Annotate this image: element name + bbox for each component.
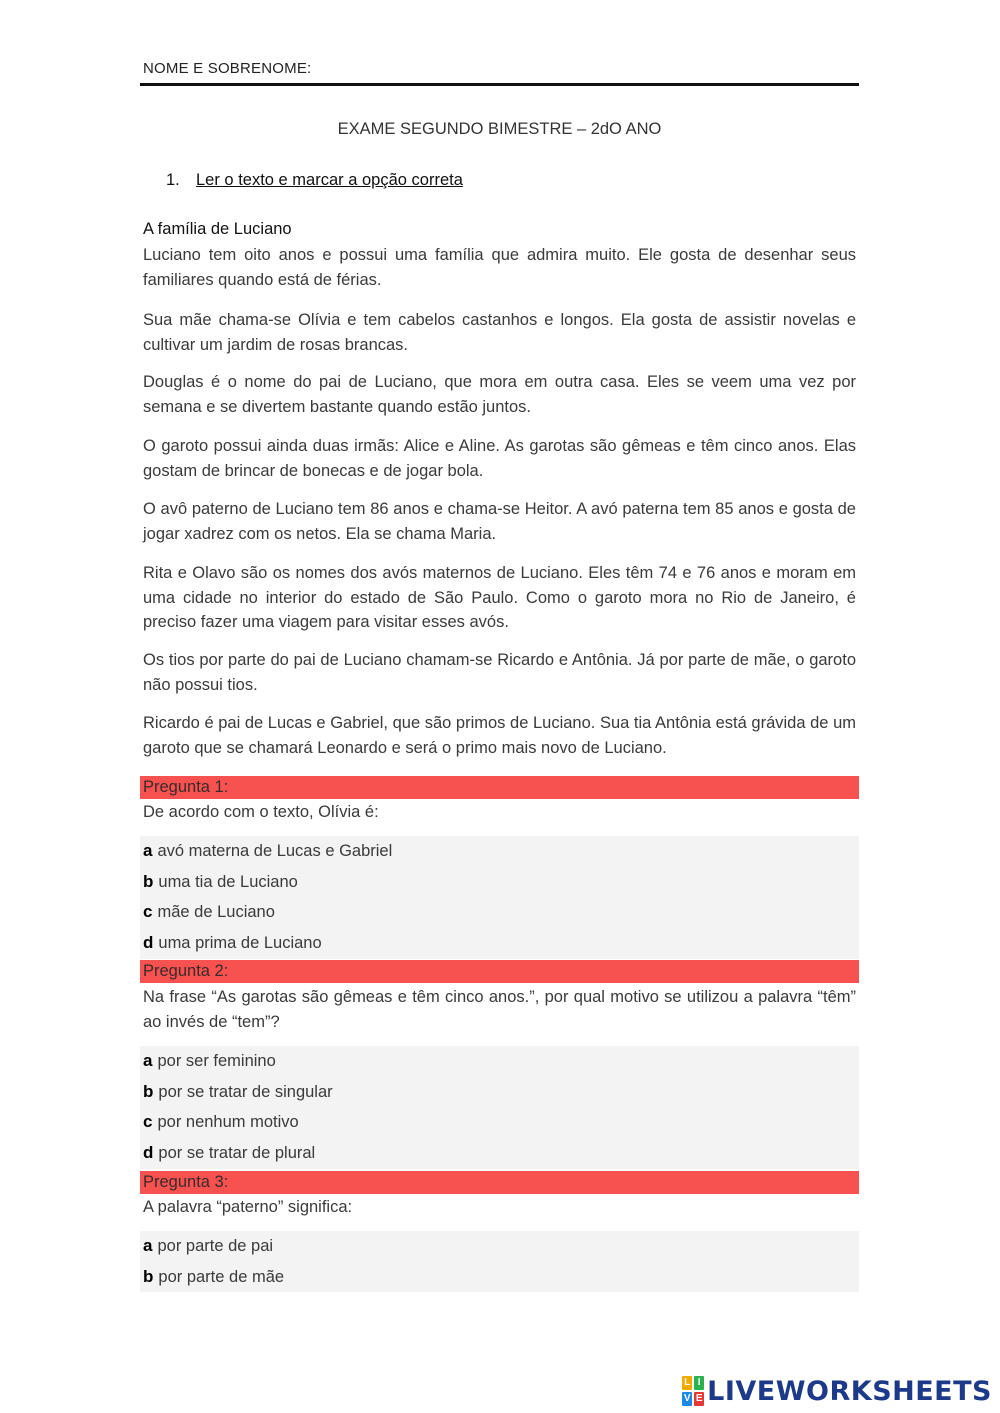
story-paragraph-8: Ricardo é pai de Lucas e Gabriel, que são primos de Luciano. Sua tia Antônia está grávida de um garoto que se chamará Leonardo e será o primo mais novo de Luciano.	[143, 714, 856, 757]
question-3-options	[140, 1231, 859, 1292]
question-1-option-b[interactable]	[140, 867, 859, 898]
exam-title: EXAME SEGUNDO BIMESTRE – 2dO ANO	[337, 120, 662, 138]
question-1-option-a[interactable]	[140, 836, 859, 867]
option-text: uma tia de Luciano	[158, 872, 298, 891]
story-paragraph-1: Luciano tem oito anos e possui uma família que admira muito. Ele gosta de desenhar seus familiares quando está de férias.	[143, 246, 856, 289]
question-2-options	[140, 1046, 859, 1169]
option-letter: a	[143, 841, 153, 860]
question-3-header: Pregunta 3:	[140, 1171, 859, 1194]
story-paragraph-3: Douglas é o nome do pai de Luciano, que mora em outra casa. Eles se veem uma vez por semana e se divertem bastante quando estão juntos.	[143, 373, 856, 416]
option-letter: b	[143, 1081, 154, 1101]
option-text: por nenhum motivo	[157, 1113, 299, 1132]
instruction-number: 1.	[166, 171, 180, 189]
option-text: por se tratar de singular	[158, 1082, 333, 1101]
option-text: por ser feminino	[157, 1052, 276, 1070]
liveworksheets-logo	[682, 1374, 992, 1408]
option-letter: c	[143, 1112, 153, 1132]
name-label: NOME E SOBRENOME:	[143, 60, 312, 77]
logo-tile: E	[695, 1393, 703, 1404]
story-paragraph-5: O avô paterno de Luciano tem 86 anos e chama-se Heitor. A avó paterna tem 85 anos e gosta de jogar xadrez com os netos. Ela se chama Maria.	[143, 500, 856, 543]
question-3-option-a[interactable]	[140, 1231, 859, 1262]
question-2-header: Pregunta 2:	[140, 960, 859, 983]
option-letter: b	[143, 871, 154, 891]
question-1-text: De acordo com o texto, Olívia é:	[143, 803, 379, 821]
option-letter: a	[143, 1236, 153, 1255]
option-text: avó materna de Lucas e Gabriel	[157, 842, 393, 860]
story-paragraph-7: Os tios por parte do pai de Luciano chamam-se Ricardo e Antônia. Já por parte de mãe, o garoto não possui tios.	[143, 651, 856, 694]
question-2-option-c[interactable]	[140, 1107, 859, 1138]
instruction	[166, 171, 463, 190]
option-text: por parte de mãe	[158, 1267, 285, 1286]
option-text: por se tratar de plural	[158, 1144, 316, 1163]
question-1-header: Pregunta 1:	[140, 776, 859, 799]
question-2-option-a[interactable]	[140, 1046, 859, 1077]
name-underline	[140, 83, 859, 86]
logo-tiles-icon	[682, 1376, 704, 1406]
story-paragraph-6: Rita e Olavo são os nomes dos avós maternos de Luciano. Eles têm 74 e 76 anos e moram em uma cidade no interior do estado de São Paulo. Como o garoto mora no Rio de Janeiro, é preciso fazer uma viagem para visitar esses avós.	[143, 564, 856, 631]
question-1-options	[140, 836, 859, 959]
instruction-text: Ler o texto e marcar a opção correta	[196, 171, 463, 189]
question-3-option-b[interactable]	[140, 1262, 859, 1293]
option-letter: b	[143, 1266, 154, 1286]
question-2-option-b[interactable]	[140, 1077, 859, 1108]
option-text: uma prima de Luciano	[158, 934, 322, 953]
option-letter: d	[143, 1143, 154, 1163]
logo-tile: V	[683, 1393, 691, 1404]
question-1-option-d[interactable]	[140, 928, 859, 959]
story-paragraph-2: Sua mãe chama-se Olívia e tem cabelos castanhos e longos. Ela gosta de assistir novelas e cultivar um jardim de rosas brancas.	[143, 311, 856, 354]
question-2-option-d[interactable]	[140, 1138, 859, 1169]
question-2-text: Na frase “As garotas são gêmeas e têm cinco anos.”, por qual motivo se utilizou a palavra “têm” ao invés de “tem”?	[143, 988, 856, 1031]
logo-tile: L	[684, 1377, 691, 1388]
option-text: por parte de pai	[157, 1237, 274, 1255]
question-3-text: A palavra “paterno” significa:	[143, 1198, 353, 1216]
option-text: mãe de Luciano	[157, 903, 275, 922]
option-letter: d	[143, 933, 154, 953]
story-paragraph-4: O garoto possui ainda duas irmãs: Alice e Aline. As garotas são gêmeas e têm cinco anos. Elas gostam de brincar de bonecas e de jogar bola.	[143, 437, 856, 480]
option-letter: c	[143, 902, 153, 922]
option-letter: a	[143, 1051, 153, 1070]
story-title: A família de Luciano	[143, 220, 292, 238]
logo-text: LIVEWORKSHEETS	[707, 1375, 992, 1407]
logo-tile: I	[694, 1376, 704, 1390]
question-1-option-c[interactable]	[140, 897, 859, 928]
